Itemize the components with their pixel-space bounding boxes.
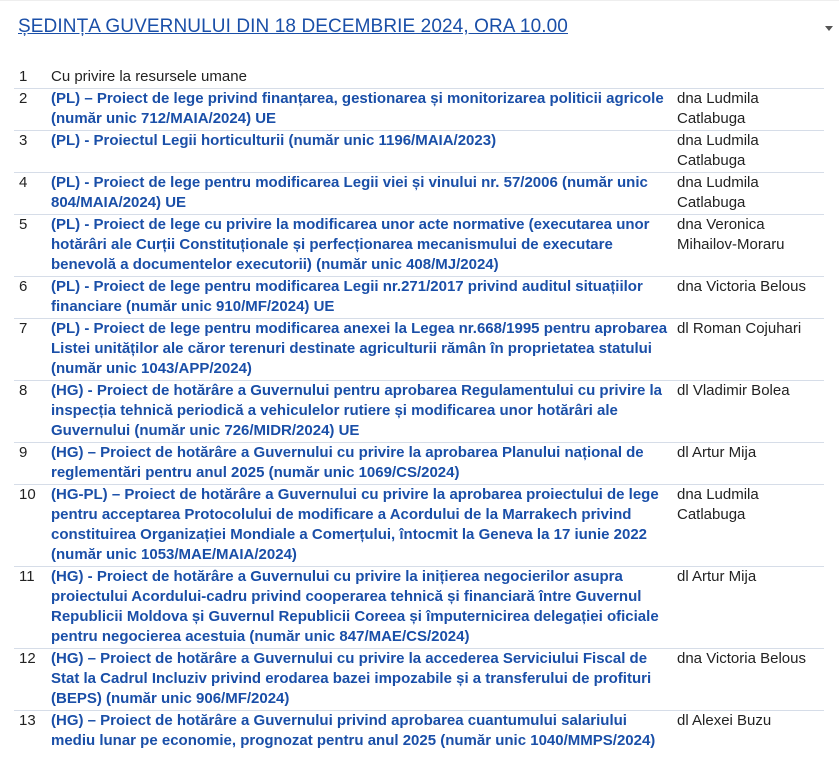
agenda-row	[14, 711, 824, 753]
agenda-number: 5	[14, 215, 51, 277]
agenda-title-link[interactable]: (HG) – Proiect de hotărâre a Guvernului cu privire la aprobarea Planului național de reglementări pentru anul 2025 (număr unic 1069/CS/2024)	[51, 444, 644, 481]
agenda-title-link[interactable]: (HG) - Proiect de hotărâre a Guvernului cu privire la inițierea negocierilor asupra proiectului Acordului-cadru privind cooperarea tehnică și financiară între Guvernul Republicii Moldova și Guvernul Republicii Coreea și împuternicirea delegației oficiale pentru negocierea acestuia (număr unic 847/MAE/CS/2024)	[51, 568, 659, 645]
agenda-responsible: dna Ludmila Catlabuga	[677, 485, 824, 567]
agenda-row	[14, 319, 824, 381]
agenda-responsible: dl Vladimir Bolea	[677, 381, 824, 443]
agenda-title-link[interactable]: (HG) – Proiect de hotărâre a Guvernului privind aprobarea cuantumului salariului mediu lunar pe economie, prognozat pentru anul 2025 (număr unic 1040/MMPS/2024)	[51, 712, 656, 749]
agenda-responsible: dl Roman Cojuhari	[677, 319, 824, 381]
caret-down-icon[interactable]	[825, 26, 833, 31]
agenda-row	[14, 381, 824, 443]
agenda-responsible	[677, 67, 824, 89]
agenda-number: 2	[14, 89, 51, 131]
agenda-row	[14, 485, 824, 567]
agenda-title-link[interactable]: (HG) - Proiect de hotărâre a Guvernului pentru aprobarea Regulamentului cu privire la inspecția tehnică periodică a vehiculelor rutiere și modificarea unor hotărâri ale Guvernului (număr unic 726/MIDR/2024) UE	[51, 382, 662, 439]
agenda-row	[14, 567, 824, 649]
session-title-link[interactable]: ȘEDINȚA GUVERNULUI DIN 18 DECEMBRIE 2024, ORA 10.00	[18, 16, 568, 37]
agenda-responsible: dl Artur Mija	[677, 443, 824, 485]
accordion-header[interactable]	[18, 16, 839, 44]
agenda-responsible: dl Artur Mija	[677, 567, 824, 649]
agenda-responsible: dl Alexei Buzu	[677, 711, 824, 753]
agenda-responsible: dna Ludmila Catlabuga	[677, 173, 824, 215]
agenda-responsible: dna Ludmila Catlabuga	[677, 131, 824, 173]
agenda-responsible: dna Victoria Belous	[677, 277, 824, 319]
top-rule	[0, 0, 839, 1]
agenda-number: 13	[14, 711, 51, 753]
agenda-number: 8	[14, 381, 51, 443]
agenda-number: 1	[19, 68, 28, 85]
agenda-responsible: dna Victoria Belous	[677, 649, 824, 711]
agenda-title: Cu privire la resursele umane	[51, 68, 247, 85]
agenda-row	[14, 89, 824, 131]
agenda-number: 7	[14, 319, 51, 381]
agenda-number: 10	[14, 485, 51, 567]
agenda-number: 12	[14, 649, 51, 711]
agenda-row	[14, 277, 824, 319]
agenda-row	[14, 443, 824, 485]
agenda-title-link[interactable]: (PL) - Proiect de lege pentru modificarea Legii nr.271/2017 privind auditul situațiilor financiare (număr unic 910/MF/2024) UE	[51, 278, 643, 315]
agenda-row	[14, 215, 824, 277]
agenda-number: 11	[14, 567, 51, 649]
agenda-number: 3	[14, 131, 51, 173]
agenda-table	[14, 67, 824, 752]
agenda-row	[14, 131, 824, 173]
agenda-row	[14, 67, 824, 89]
agenda-number: 4	[14, 173, 51, 215]
agenda-title-link[interactable]: (HG) – Proiect de hotărâre a Guvernului cu privire la accederea Serviciului Fiscal de Stat la Cadrul Incluziv privind erodarea bazei impozabile și a transferului de profituri (BEPS) (număr unic 906/MF/2024)	[51, 650, 652, 707]
agenda-title-link[interactable]: (HG-PL) – Proiect de hotărâre a Guvernului cu privire la aprobarea proiectului de lege pentru acceptarea Protocolului de modificare a Acordului de la Marrakech privind constituirea Organizației Mondiale a Comerțului, întocmit la Geneva la 17 iunie 2022 (număr unic 1053/MAE/MAIA/2024)	[51, 486, 659, 563]
agenda-row	[14, 173, 824, 215]
agenda-responsible: dna Veronica Mihailov-Moraru	[677, 215, 824, 277]
agenda-title-link[interactable]: (PL) - Proiect de lege pentru modificarea anexei la Legea nr.668/1995 pentru aprobarea Listei unităților ale căror terenuri destinate agriculturii rămân în proprietatea statului (număr unic 1043/APP/2024)	[51, 320, 668, 377]
agenda-title-link[interactable]: (PL) - Proiect de lege cu privire la modificarea unor acte normative (executarea unor hotărâri ale Curții Constituționale și perfecționarea mecanismului de executare benevolă a documentelor executorii) (număr unic 408/MJ/2024)	[51, 216, 650, 273]
agenda-title-link[interactable]: (PL) - Proiect de lege pentru modificarea Legii viei și vinului nr. 57/2006 (număr unic 804/MAIA/2024) UE	[51, 174, 648, 211]
agenda-number: 6	[14, 277, 51, 319]
agenda-title-link[interactable]: (PL) – Proiect de lege privind finanțarea, gestionarea și monitorizarea politicii agricole (număr unic 712/MAIA/2024) UE	[51, 90, 664, 127]
agenda-title-link[interactable]: (PL) - Proiectul Legii horticulturii (număr unic 1196/MAIA/2023)	[51, 132, 497, 149]
agenda-responsible: dna Ludmila Catlabuga	[677, 89, 824, 131]
agenda-row	[14, 649, 824, 711]
agenda-number: 9	[14, 443, 51, 485]
